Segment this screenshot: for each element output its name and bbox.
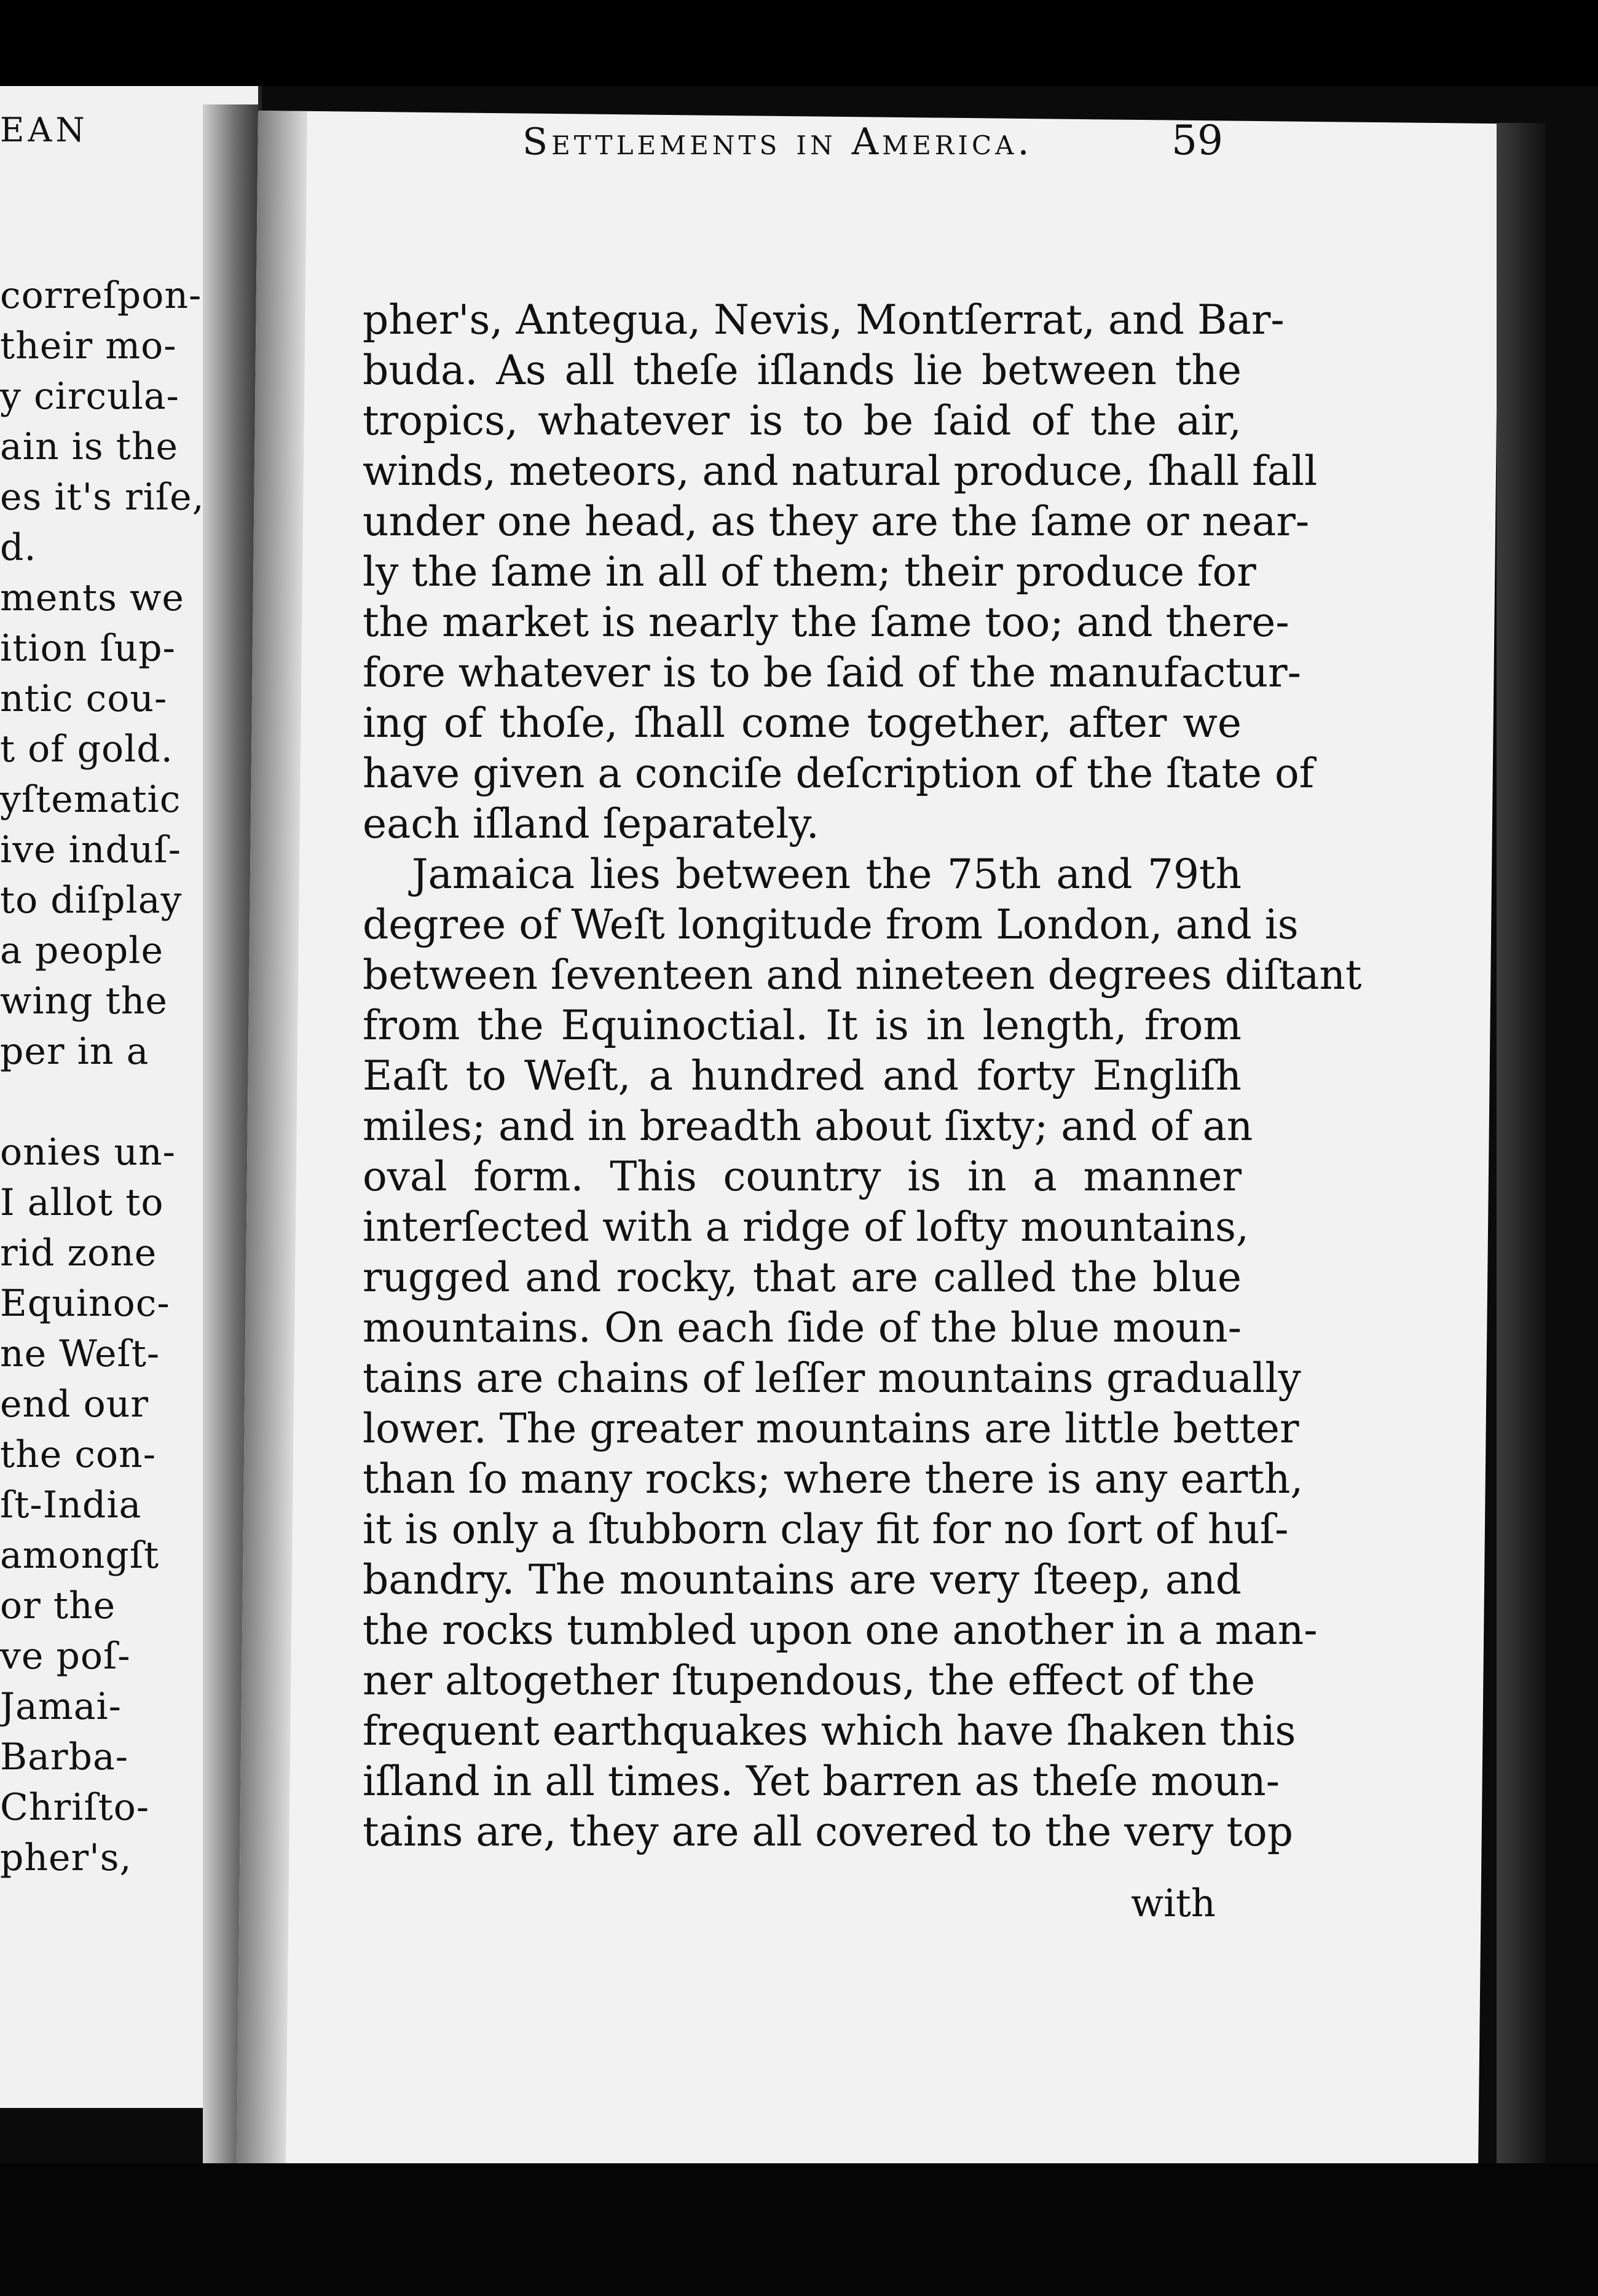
- left-page-line: amongſt: [0, 1534, 160, 1577]
- left-page-line: Jamai-: [0, 1685, 122, 1728]
- left-page-line: ve poſ-: [0, 1635, 131, 1678]
- running-title: Settlements in America.: [522, 120, 1033, 163]
- running-head: [258, 117, 1242, 164]
- text-line: bandry. The mountains are very ſteep, and: [363, 1556, 1242, 1603]
- text-line: mountains. On each ſide of the blue moun-: [363, 1304, 1242, 1351]
- text-line: degree of Weſt longitude from London, and is: [363, 901, 1299, 948]
- left-page-line: their mo-: [0, 324, 177, 368]
- left-page-line: ne Weſt-: [0, 1332, 160, 1375]
- text-line: have given a conciſe deſcription of the ſtate of: [363, 750, 1315, 797]
- page-number: 59: [1171, 117, 1223, 164]
- left-page-line: Barba-: [0, 1736, 128, 1779]
- text-line: miles; and in breadth about ſixty; and of an: [363, 1103, 1253, 1150]
- left-page-line: ition ſup-: [0, 627, 176, 670]
- text-line: than ſo many rocks; where there is any earth,: [363, 1455, 1304, 1503]
- left-page-line: ments we: [0, 576, 184, 619]
- text-line: ing of thoſe, ſhall come together, after we: [363, 699, 1242, 747]
- text-line: tropics, whatever is to be ſaid of the air,: [363, 397, 1242, 444]
- text-line: from the Equinoctial. It is in length, from: [363, 1002, 1242, 1049]
- left-page-line: I allot to: [0, 1181, 164, 1224]
- left-page-line: Chriſto-: [0, 1786, 150, 1829]
- catchword: with: [1131, 1881, 1216, 1925]
- paragraph-2: [363, 849, 1362, 1857]
- left-page-line: yſtematic: [0, 778, 181, 821]
- left-page-line: rid zone: [0, 1232, 157, 1275]
- left-page-line: es it's riſe,: [0, 476, 205, 519]
- text-line: the rocks tumbled upon one another in a man-: [363, 1606, 1318, 1654]
- scan-background-bottom: [0, 2163, 1598, 2296]
- text-line: pher's, Antegua, Nevis, Montſerrat, and Bar-: [363, 296, 1285, 344]
- text-line: rugged and rocky, that are called the blue: [363, 1254, 1242, 1301]
- scan-background-top: [0, 0, 1598, 86]
- left-page-line: or the: [0, 1584, 116, 1627]
- text-line: ner altogether ſtupendous, the effect of the: [363, 1657, 1256, 1704]
- left-page-line: ain is the: [0, 425, 178, 468]
- text-line: Jamaica lies between the 75th and 79th: [412, 851, 1242, 898]
- left-page-line: wing the: [0, 980, 168, 1023]
- left-page-line: onies un-: [0, 1131, 176, 1174]
- left-page-line: the con-: [0, 1433, 156, 1476]
- left-page-line: ive induſ-: [0, 828, 182, 871]
- text-line: iſland in all times. Yet barren as theſe moun-: [363, 1758, 1280, 1805]
- text-line: ly the ſame in all of them; their produce for: [363, 548, 1256, 596]
- text-line: between ſeventeen and nineteen degrees diſtant: [363, 951, 1362, 999]
- left-page-line: Equinoc-: [0, 1282, 170, 1325]
- left-page-line: y circula-: [0, 375, 179, 418]
- left-page-line: to diſplay: [0, 879, 183, 922]
- body-text: [363, 295, 1362, 1857]
- left-page-line: [0, 1077, 258, 1127]
- left-page-line: end our: [0, 1383, 149, 1426]
- text-line: tains are, they are all covered to the very top: [363, 1808, 1293, 1855]
- left-page-line: t of gold.: [0, 728, 173, 771]
- left-page-line: pher's,: [0, 1836, 132, 1879]
- left-page-text: [0, 270, 258, 1883]
- text-line: winds, meteors, and natural produce, ſhall fall: [363, 447, 1318, 495]
- text-line: Eaſt to Weſt, a hundred and forty Engliſh: [363, 1052, 1242, 1099]
- left-page-line: a people: [0, 929, 163, 972]
- text-line: buda. As all theſe iſlands lie between the: [363, 347, 1242, 394]
- left-page-line: ntic cou-: [0, 677, 168, 720]
- left-page-line: ſt-India: [0, 1484, 142, 1527]
- paragraph-1: [363, 295, 1318, 849]
- page-edge: [1497, 123, 1546, 2176]
- text-line: each iſland ſeparately.: [363, 800, 819, 847]
- text-line: fore whatever is to be ſaid of the manufactur-: [363, 649, 1301, 696]
- text-line: oval form. This country is in a manner: [363, 1153, 1242, 1200]
- left-page-line: correſpon-: [0, 274, 202, 317]
- text-line: the market is nearly the ſame too; and there-: [363, 599, 1289, 646]
- left-page-line: per in a: [0, 1030, 149, 1073]
- text-line: it is only a ſtubborn clay fit for no ſort of huſ-: [363, 1506, 1289, 1553]
- text-line: interſected with a ridge of lofty mountains,: [363, 1203, 1250, 1251]
- text-line: under one head, as they are the ſame or near-: [363, 498, 1310, 545]
- left-page-line: d.: [0, 526, 37, 569]
- text-line: frequent earthquakes which have ſhaken this: [363, 1707, 1296, 1755]
- text-line: tains are chains of leſſer mountains gradually: [363, 1354, 1301, 1402]
- left-running-head-fragment: EAN: [0, 111, 89, 149]
- text-line: lower. The greater mountains are little better: [363, 1405, 1299, 1452]
